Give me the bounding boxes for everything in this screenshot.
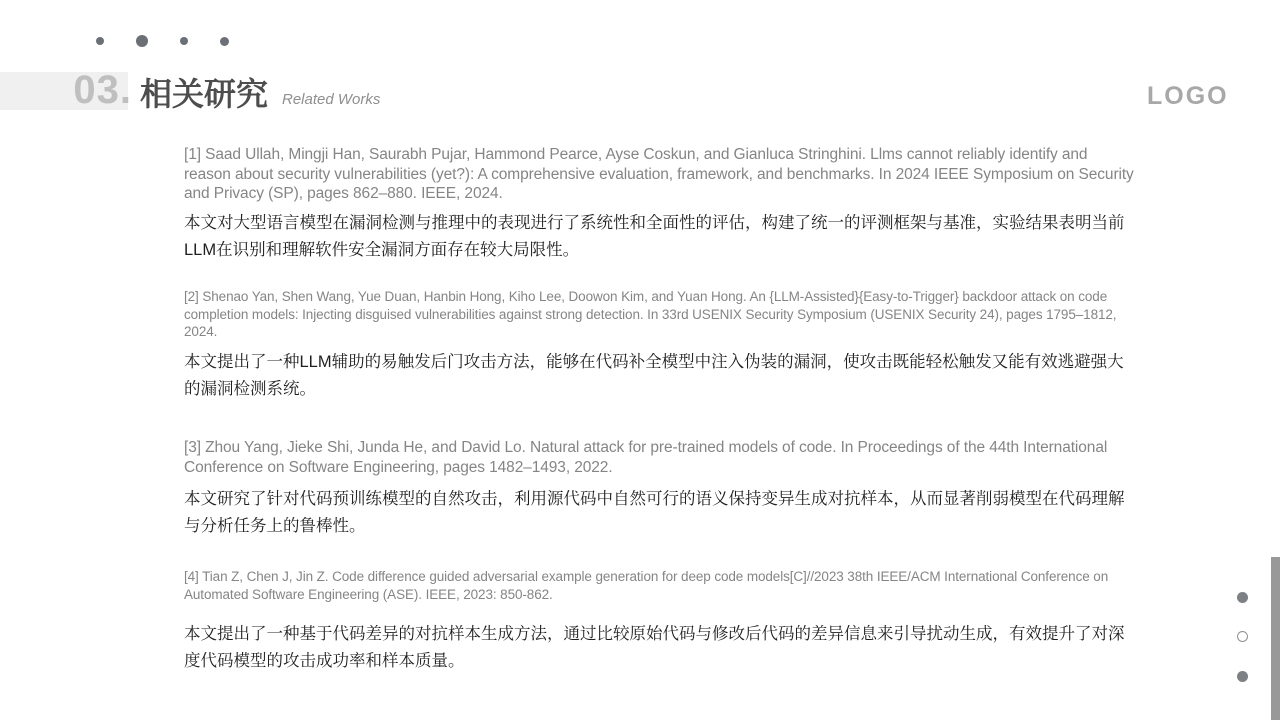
citation-text: [2] Shenao Yan, Shen Wang, Yue Duan, Hanbin Hong, Kiho Lee, Doowon Kim, and Yuan Hong. An {LLM-Assisted}{Easy-to-Trigger} backdoor attack on code completion models: Injecting disguised vulnerabilities against strong detection. In 33rd USENIX Security Symposium (USENIX Security 24), pages 1795–1812, 2024. (184, 289, 1117, 339)
dot-icon (220, 37, 229, 46)
summary-text: 本文提出了一种基于代码差异的对抗样本生成方法，通过比较原始代码与修改后代码的差异信息来引导扰动生成，有效提升了对深度代码模型的攻击成功率和样本质量。 (184, 625, 1125, 670)
page-title: 相关研究 (140, 76, 269, 112)
section-number: 03. (73, 68, 132, 112)
logo-text: LOGO (1147, 82, 1229, 110)
pager-dot-filled-icon (1237, 671, 1248, 682)
summary-text: 本文研究了针对代码预训练模型的自然攻击，利用源代码中自然可行的语义保持变异生成对抗样本，从而显著削弱模型在代码理解与分析任务上的鲁棒性。 (184, 490, 1125, 535)
pager-dot-filled-icon (1237, 592, 1248, 603)
dot-icon (96, 37, 104, 45)
side-accent-bar (1271, 557, 1280, 720)
summary-text: 本文对大型语言模型在漏洞检测与推理中的表现进行了系统性和全面性的评估，构建了统一的评测框架与基准，实验结果表明当前LLM在识别和理解软件安全漏洞方面存在较大局限性。 (184, 214, 1125, 259)
header-dots (96, 34, 229, 48)
pager-dot-open-icon (1237, 631, 1248, 642)
citation-text: [1] Saad Ullah, Mingji Han, Saurabh Pujar, Hammond Pearce, Ayse Coskun, and Gianluca Stringhini. Llms cannot reliably identify and reason about security vulnerabilities (yet?): A comprehensive evaluation, framework, and benchmarks. In 2024 IEEE Symposium on Security and Privacy (SP), pages 862–880. IEEE, 2024. (184, 146, 1134, 202)
page-subtitle: Related Works (282, 91, 381, 108)
dot-icon (136, 35, 148, 47)
citation-text: [4] Tian Z, Chen J, Jin Z. Code difference guided adversarial example generation for deep code models[C]//2023 38th IEEE/ACM International Conference on Automated Software Engineering (ASE). IEEE, 2023: 850-862. (184, 569, 1109, 602)
citation-text: [3] Zhou Yang, Jieke Shi, Junda He, and David Lo. Natural attack for pre-trained models of code. In Proceedings of the 44th International Conference on Software Engineering, pages 1482–1493, 2022. (184, 439, 1108, 476)
summary-text: 本文提出了一种LLM辅助的易触发后门攻击方法，能够在代码补全模型中注入伪装的漏洞，使攻击既能轻松触发又能有效逃避强大的漏洞检测系统。 (184, 353, 1124, 398)
dot-icon (180, 37, 188, 45)
